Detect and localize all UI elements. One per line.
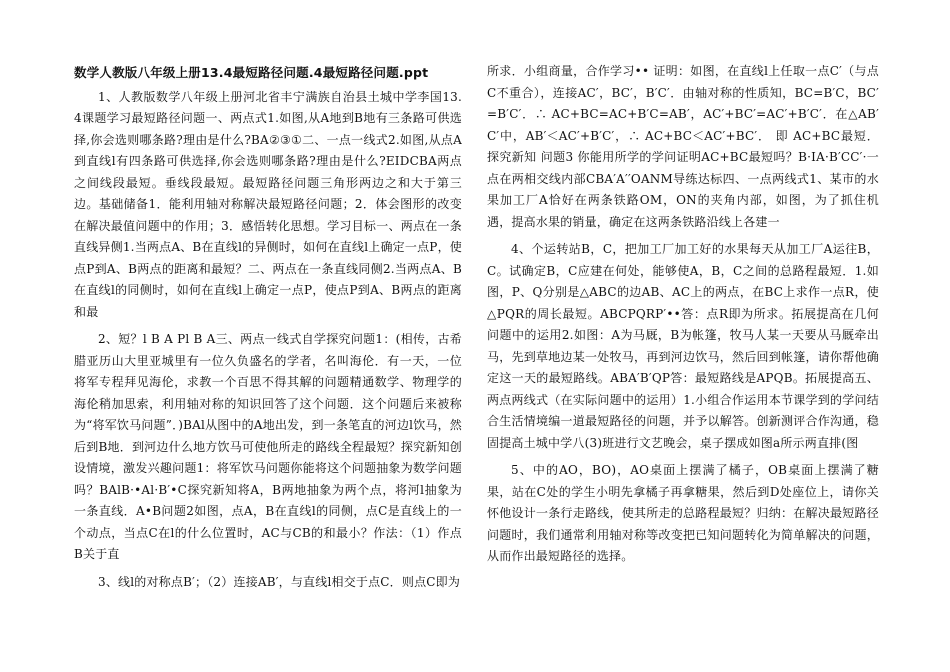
left-column [74,62,462,599]
right-column [487,61,879,574]
paragraph-2: 2、短？l B A Pl B A三、两点一线式自学探究问题1：(相传，古希腊亚历山大里亚城里有一位久负盛名的学者，名叫海伦．有一天，一位将军专程拜见海伦，求教一个百思不得其解的问题精通数学、物理学的海伦稍加思索，利用轴对称的知识回答了这个问题．这个问题后来被称为“将军饮马问题”．)BAl从图中的A地出发，到一条笔直的河边l饮马，然后到B地．到河边什么地方饮马可使他所走的路线全程最短？探究新知创设情境，激发兴趣问题1：将军饮马问题你能将这个问题抽象为数学问题吗？BAlB·•Al·B′•C探究新知将A，B两地抽象为两个点，将河l抽象为一条直线．A•B问题2如图，点A，B在直线l的同侧，点C是直线上的一个动点，当点C在l的什么位置时，AC与CB的和最小？作法：（1）作点B关于直 [74,332,462,561]
paragraph-3-start: 3、线l的对称点B′；（2）连接AB′，与直线l相交于点C．则点C即为 [98,574,461,589]
paragraph-1: 1、人教版数学八年级上册河北省丰宁满族自治县土城中学李国13.4课题学习最短路径问题一、两点式1.如图,从A地到B地有三条路可供选择,你会选则哪条路?理由是什么?BA②③①二、一点一线式2.如图,从点A到直线l有四条路可供选择,你会选则哪条路?理由是什么?EIDCBA两点之间线段最短。垂线段最短。最短路径问题三角形两边之和大于第三边。基础储备1．能利用轴对称解决最短路径问题；2．体会图形的改变在解决最值问题中的作用；3．感悟转化思想。学习目标一、两点在一条直线异侧1.当两点A、B在直线l的异侧时，如何在直线l上确定一点P，使点P到A、B两点的距离和最短？二、两点在一条直线同侧2.当两点A、B在直线l的同侧时，如何在直线l上确定一点P，使点P到A、B两点的距离和最 [74,89,462,319]
document-title: 数学人教版八年级上册13.4最短路径问题.4最短路径问题.ppt [74,65,429,80]
paragraph-4: 4、个运转站B，C，把加工厂加工好的水果每天从加工厂A运往B，C。试确定B，C应建在何处，能够使A，B，C之间的总路程最短．1.如图，P、Q分别是△ABC的边AB、AC上的两点，在BC上求作一点R，使△PQR的周长最短。ABCPQRP′••答：点R即为所求。拓展提高在几何问题中的运用2.如图：A为马厩，B为帐篷，牧马人某一天要从马厩牵出马，先到草地边某一处牧马，再到河边饮马，然后回到帐篷，请你帮他确定这一天的最短路线。ABA′B′QP答：最短路线是APQB。拓展提高五、两点两线式（在实际问题中的运用）1.小组合作运用本节课学到的学问结合生活情境编一道最短路径的问题，并予以解答。创新测评合作沟通，稳固提高土城中学八(3)班进行文艺晚会，桌子摆成如图a所示两直排(图 [487,242,879,450]
paragraph-5: 5、中的AO，BO)，AO桌面上摆满了橘子，OB桌面上摆满了糖果，站在C处的学生小明先拿橘子再拿糖果，然后到D处座位上，请你关怀他设计一条行走路线，使其所走的总路程最短？归纳：在解决最短路径问题时，我们通常利用轴对称等改变把已知问题转化为简单解决的问题，从而作出最短路径的选择。 [487,463,879,563]
paragraph-3-continued: 所求．小组商量，合作学习•• 证明：如图，在直线l上任取一点C′（与点C不重合），连接AC′，BC′，B′C′．由轴对称的性质知，BC=B′C，BC′=B′C′．∴ AC+BC=AC+B′C=AB′，AC′+BC′=AC′+B′C′．在△AB′C′中，AB′＜AC′+B′C′，∴ AC+BC＜AC′+BC′． 即 AC+BC最短．探究新知 问题3 你能用所学的学问证明AC+BC最短吗？B·IA·B′CC′·一点在两相交线内部CBA′A′′OANM导练达标四、一点两线式1、某市的水果加工厂A恰好在两条铁路OM，ON的夹角内部，如图，为了抓住机遇，提高水果的销量，确定在这两条铁路沿线上各建一 [487,64,879,229]
